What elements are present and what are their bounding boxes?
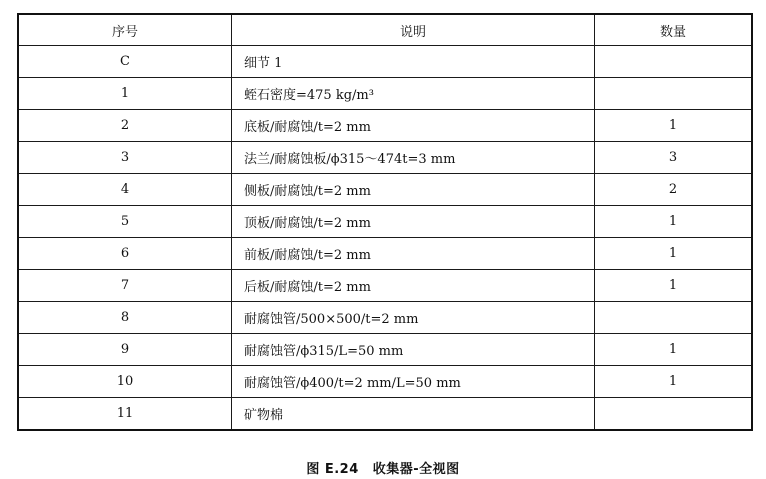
cell-desc: 侧板/耐腐蚀/t=2 mm [232,174,595,206]
cell-qty: 2 [595,174,753,206]
cell-no: 4 [18,174,232,206]
table-row [18,78,752,110]
cell-no: C [18,46,232,78]
cell-qty [595,398,753,431]
cell-qty: 3 [595,142,753,174]
cell-desc: 蛭石密度=475 kg/m³ [232,78,595,110]
figure-title: 收集器-全视图 [372,462,460,477]
cell-qty: 1 [595,270,753,302]
cell-no: 5 [18,206,232,238]
table-row [18,46,752,78]
cell-desc: 耐腐蚀管/ϕ315/L=50 mm [232,334,595,366]
cell-desc: 顶板/耐腐蚀/t=2 mm [232,206,595,238]
header-qty: 数量 [595,14,753,46]
figure-caption [0,458,766,477]
cell-no: 6 [18,238,232,270]
table-row [18,334,752,366]
cell-qty: 1 [595,334,753,366]
parts-table [17,13,753,431]
table-row [18,398,752,431]
table-row [18,110,752,142]
cell-desc: 耐腐蚀管/500×500/t=2 mm [232,302,595,334]
table-row [18,302,752,334]
cell-no: 2 [18,110,232,142]
table-header-row [18,14,752,46]
table-row [18,238,752,270]
cell-qty [595,302,753,334]
cell-qty [595,78,753,110]
cell-qty: 1 [595,366,753,398]
cell-desc: 耐腐蚀管/ϕ400/t=2 mm/L=50 mm [232,366,595,398]
cell-no: 3 [18,142,232,174]
header-no: 序号 [18,14,232,46]
figure-number: 图 E.24 [306,462,359,477]
cell-qty: 1 [595,110,753,142]
header-desc: 说明 [232,14,595,46]
cell-no: 9 [18,334,232,366]
cell-qty [595,46,753,78]
cell-desc: 矿物棉 [232,398,595,431]
table-row [18,206,752,238]
table-row [18,142,752,174]
cell-desc: 后板/耐腐蚀/t=2 mm [232,270,595,302]
cell-no: 11 [18,398,232,431]
table-row [18,270,752,302]
cell-desc: 法兰/耐腐蚀板/ϕ315～474t=3 mm [232,142,595,174]
table-row [18,366,752,398]
cell-no: 10 [18,366,232,398]
cell-desc: 前板/耐腐蚀/t=2 mm [232,238,595,270]
table-row [18,174,752,206]
cell-qty: 1 [595,238,753,270]
cell-no: 7 [18,270,232,302]
cell-no: 1 [18,78,232,110]
cell-desc: 细节 1 [232,46,595,78]
cell-desc: 底板/耐腐蚀/t=2 mm [232,110,595,142]
cell-qty: 1 [595,206,753,238]
cell-no: 8 [18,302,232,334]
